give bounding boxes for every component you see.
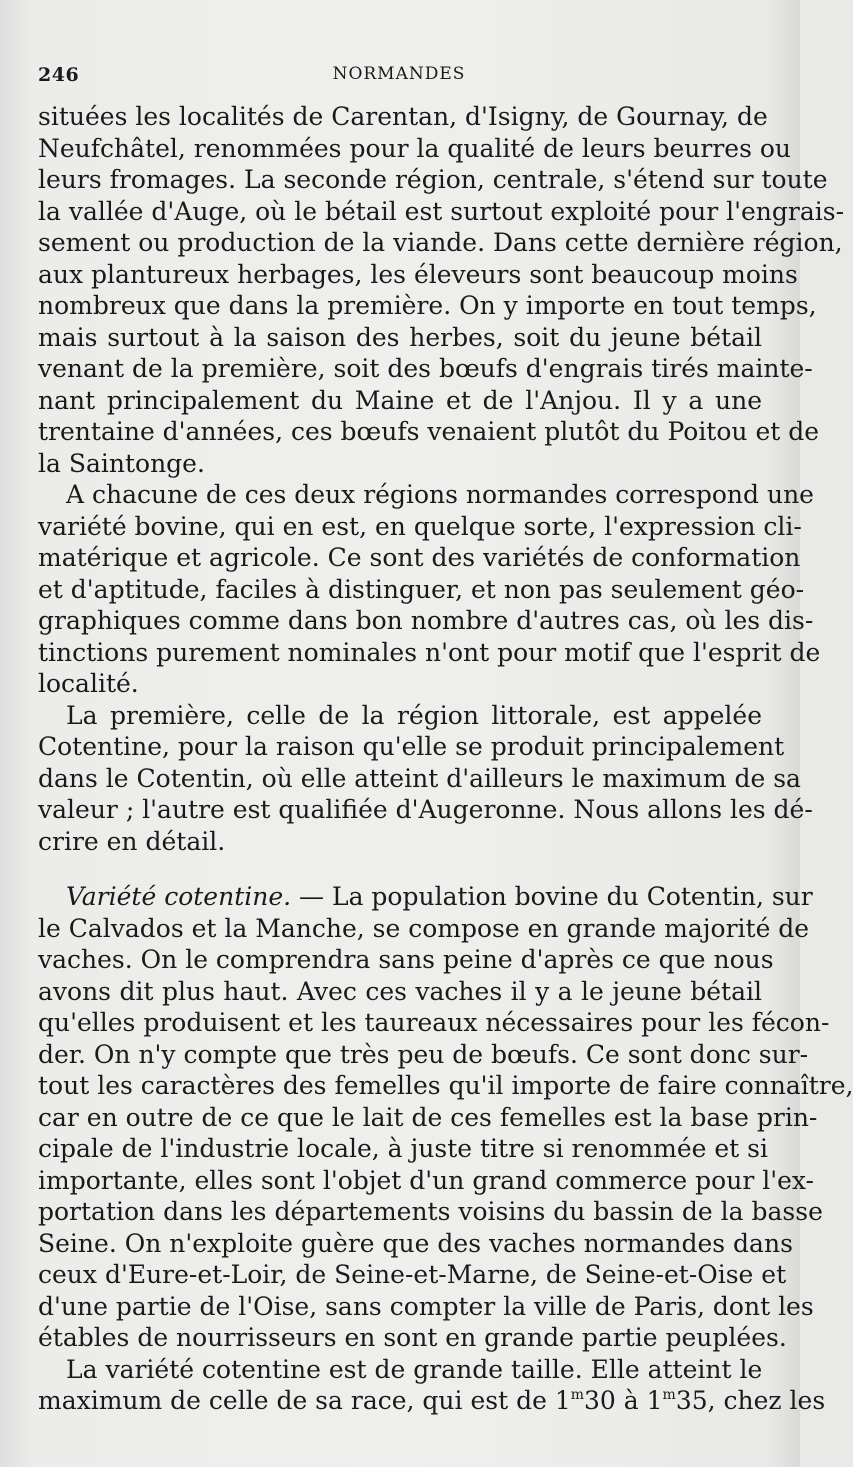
text-line: Seine. On n'exploite guère que des vaches normandes dans xyxy=(38,1228,793,1258)
text-line: nant principalement du Maine et de l'Anjou. Il y a une xyxy=(38,385,762,415)
paragraph xyxy=(38,1354,826,1417)
text-line: car en outre de ce que le lait de ces femelles est la base prin- xyxy=(38,1102,818,1132)
text-line: étables de nourrisseurs en sont en grande partie peuplées. xyxy=(38,1323,787,1352)
text-line: cipale de l'industrie locale, à juste titre si renommée et si xyxy=(38,1134,768,1163)
paragraph xyxy=(38,881,853,1354)
text-run: maximum de celle de sa race, qui est de 1 xyxy=(38,1386,571,1415)
text-line: d'une partie de l'Oise, sans compter la ville de Paris, dont les xyxy=(38,1291,814,1321)
text-line: tinctions purement nominales n'ont pour motif que l'esprit de xyxy=(38,637,821,667)
text-line: leurs fromages. La seconde région, centrale, s'étend sur toute xyxy=(38,165,828,194)
text-run: 35, chez les xyxy=(675,1386,826,1415)
text-line: dans le Cotentin, où elle atteint d'ailleurs le maximum de sa xyxy=(38,763,801,793)
text-line: importante, elles sont l'objet d'un grand commerce pour l'ex- xyxy=(38,1165,815,1195)
body-text xyxy=(38,101,853,1417)
paragraph xyxy=(38,700,813,858)
text-line: la vallée d'Auge, où le bétail est surtout exploité pour l'engrais- xyxy=(38,196,845,226)
text-line: nombreux que dans la première. On y importe en tout temps, xyxy=(38,291,817,320)
text-line: localité. xyxy=(38,669,139,698)
text-line: variété bovine, qui en est, en quelque sorte, l'expression cli- xyxy=(38,511,802,541)
text-line: valeur ; l'autre est qualifiée d'Augeronne. Nous allons les dé- xyxy=(38,795,813,824)
text-line: avons dit plus haut. Avec ces vaches il y a le jeune bétail xyxy=(38,976,762,1006)
text-run: — La population bovine du Cotentin, sur xyxy=(291,882,813,911)
text-line xyxy=(38,1385,826,1417)
text-line: vaches. On le comprendra sans peine d'après ce que nous xyxy=(38,945,774,974)
text-line: matérique et agricole. Ce sont des variétés de conformation xyxy=(38,543,801,572)
paragraph xyxy=(38,479,821,700)
text-line: A chacune de ces deux régions normandes correspond une xyxy=(66,480,814,509)
unit-superscript: m xyxy=(662,1387,676,1403)
text-line: trentaine d'années, ces bœufs venaient plutôt du Poitou et de xyxy=(38,417,820,446)
text-line: La première, celle de la région littorale, est appelée xyxy=(66,700,762,730)
text-line: graphiques comme dans bon nombre d'autres cas, où les dis- xyxy=(38,606,814,635)
text-line: Cotentine, pour la raison qu'elle se produit principalement xyxy=(38,732,785,761)
text-run: 30 à 1 xyxy=(584,1386,663,1415)
unit-superscript: m xyxy=(570,1387,585,1403)
text-line: situées les localités de Carentan, d'Isigny, de Gournay, de xyxy=(38,102,768,131)
text-line: qu'elles produisent et les taureaux nécessaires pour les fécon- xyxy=(38,1008,830,1037)
paragraph xyxy=(38,101,845,479)
text-line: der. On n'y compte que très peu de bœufs. Ce sont donc sur- xyxy=(38,1039,809,1069)
text-line: sement ou production de la viande. Dans cette dernière région, xyxy=(38,228,843,257)
text-line xyxy=(38,881,813,913)
text-line: mais surtout à la saison des herbes, soit du jeune bétail xyxy=(38,322,762,352)
text-line: le Calvados et la Manche, se compose en grande majorité de xyxy=(38,913,810,943)
page-header xyxy=(38,64,760,94)
text-line: tout les caractères des femelles qu'il importe de faire connaître, xyxy=(38,1071,853,1100)
section-heading: Variété cotentine. xyxy=(66,882,292,911)
running-title: NORMANDES xyxy=(332,64,466,84)
text-line: La variété cotentine est de grande taille. Elle atteint le xyxy=(66,1354,763,1384)
text-line: venant de la première, soit des bœufs d'engrais tirés mainte- xyxy=(38,354,813,383)
text-line: Neufchâtel, renommées pour la qualité de leurs beurres ou xyxy=(38,133,792,163)
text-line: crire en détail. xyxy=(38,826,226,856)
text-line: portation dans les départements voisins du bassin de la basse xyxy=(38,1197,823,1226)
section-spacer xyxy=(38,857,762,881)
text-line: et d'aptitude, faciles à distinguer, et non pas seulement géo- xyxy=(38,574,805,604)
text-line: aux plantureux herbages, les éleveurs sont beaucoup moins xyxy=(38,259,798,289)
text-line: ceux d'Eure-et-Loir, de Seine-et-Marne, de Seine-et-Oise et xyxy=(38,1260,787,1289)
text-line: la Saintonge. xyxy=(38,448,205,478)
page-number: 246 xyxy=(38,64,80,86)
